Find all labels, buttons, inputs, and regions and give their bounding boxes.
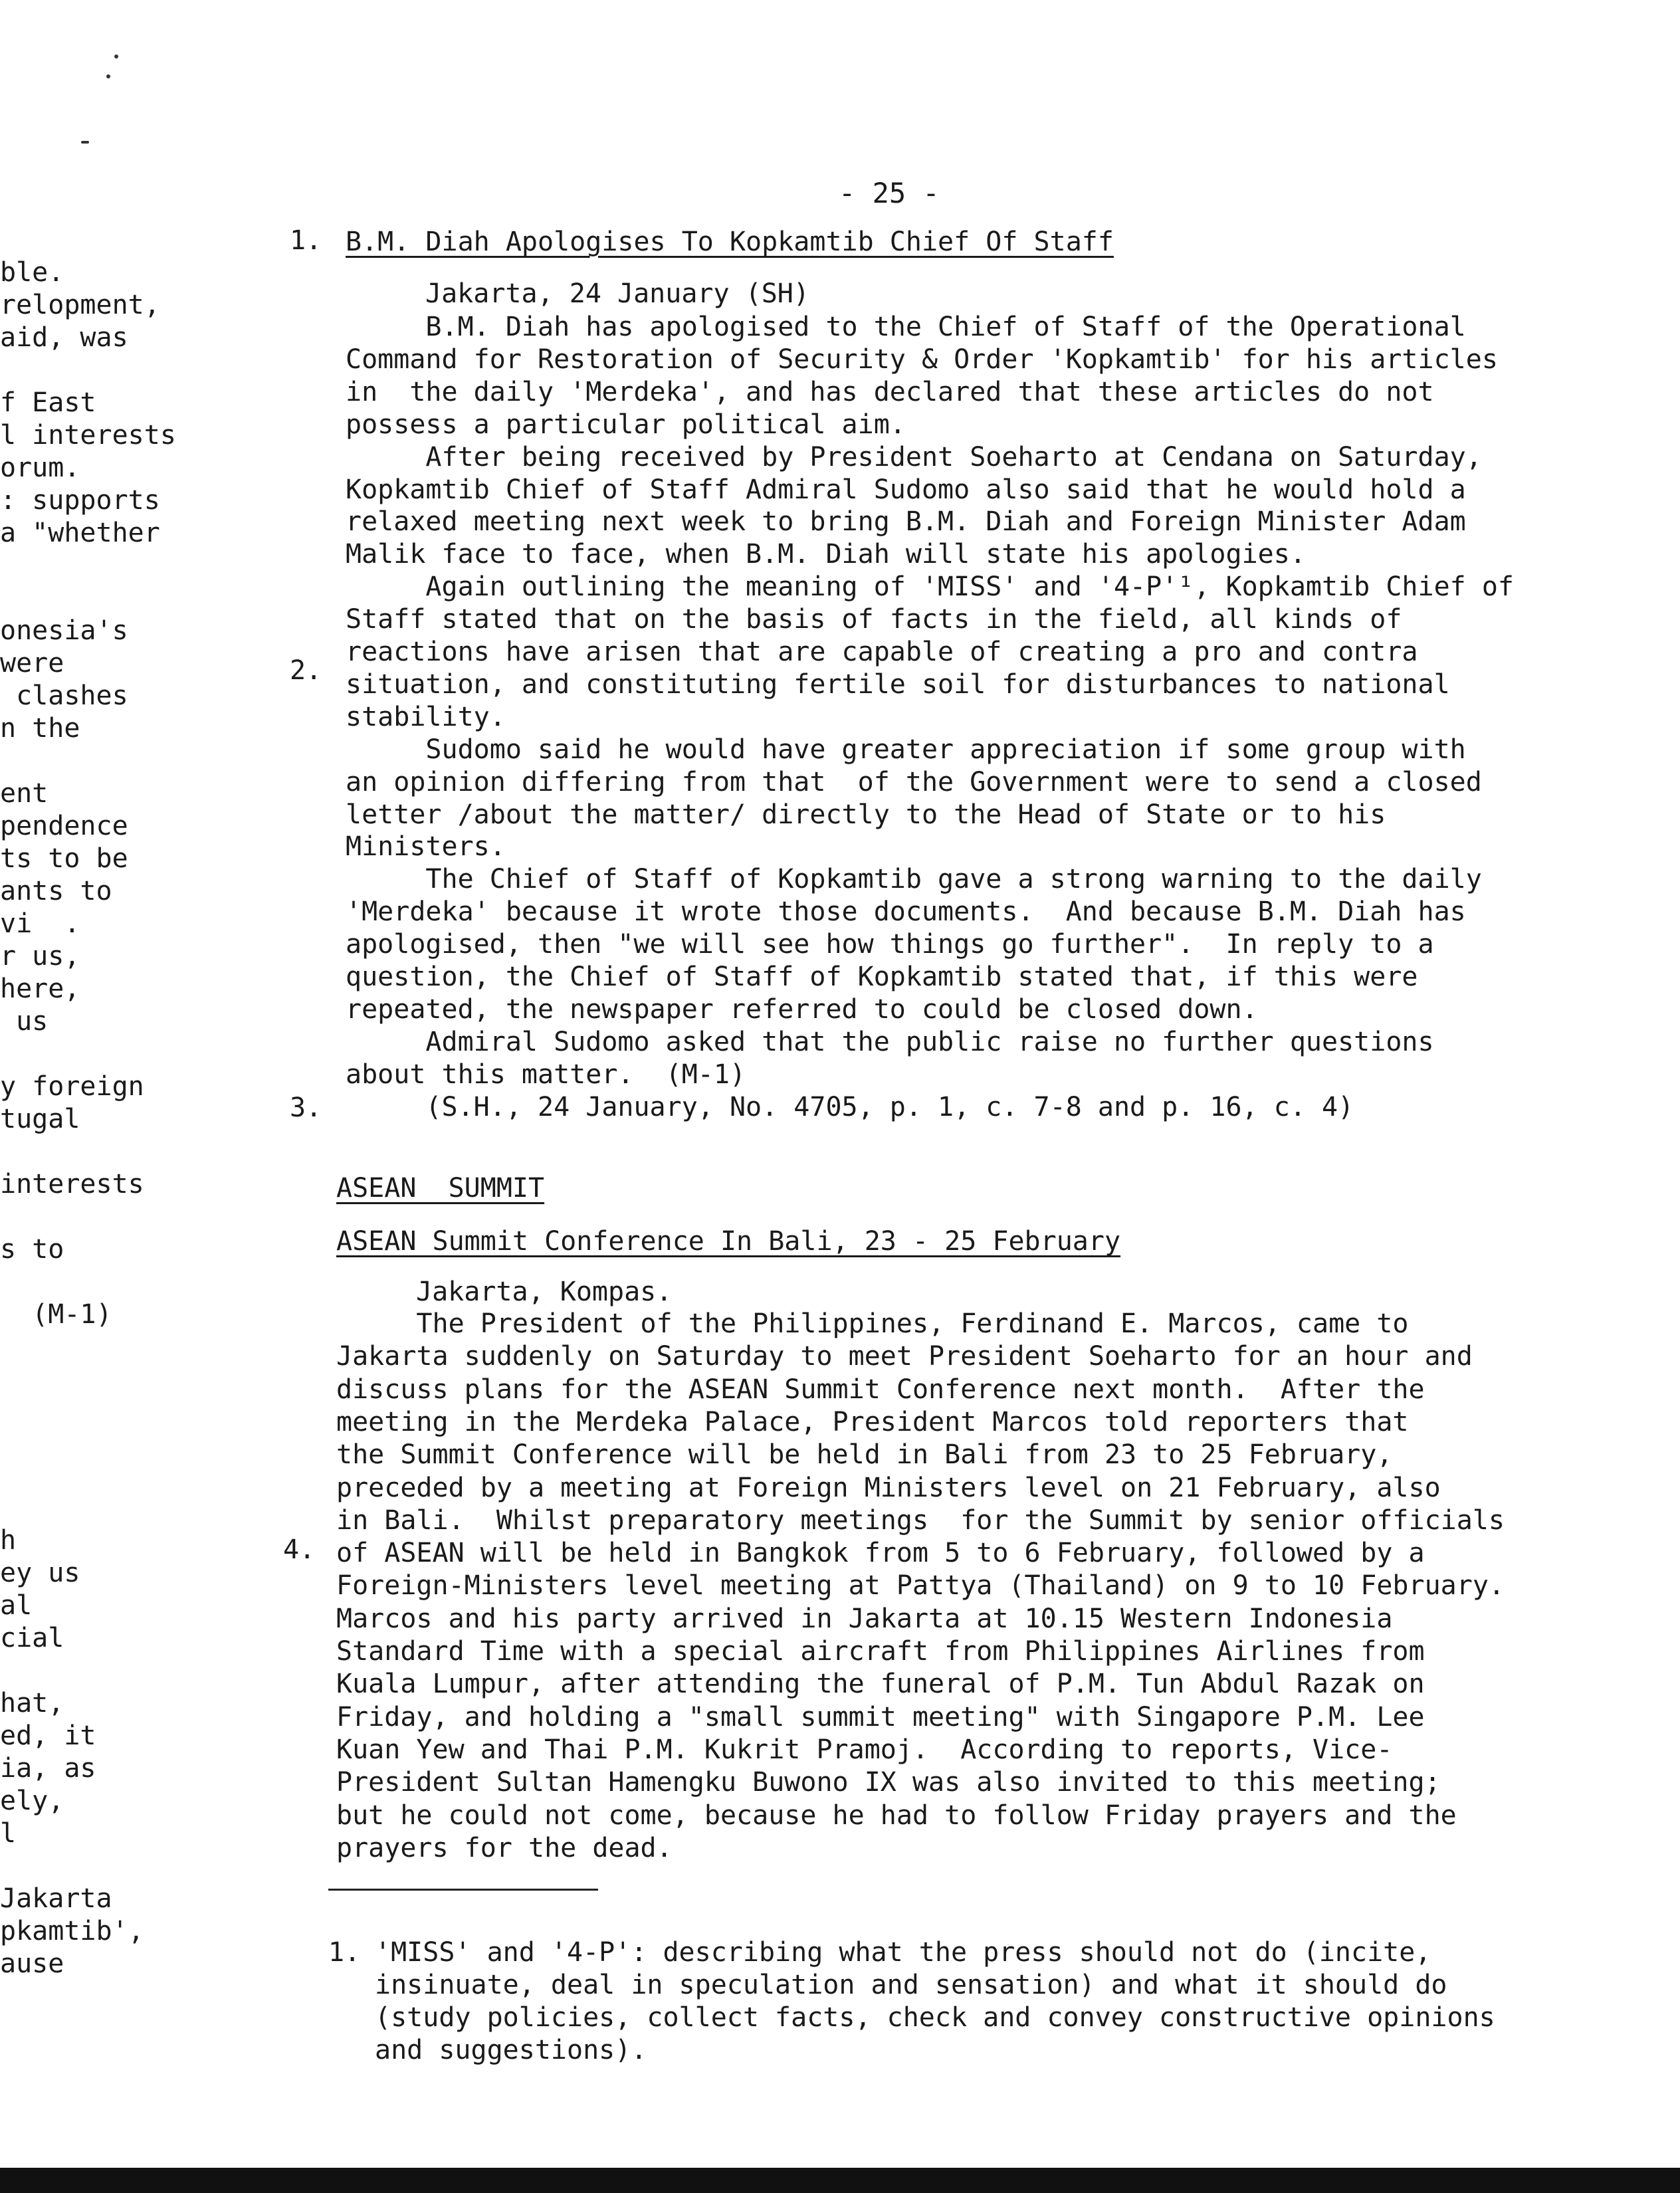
margin-fragment: aid, was <box>0 322 128 353</box>
article-1-line: Staff stated that on the basis of facts in the field, all kinds of <box>346 604 1402 635</box>
article-2-line: Kuala Lumpur, after attending the funeral of P.M. Tun Abdul Razak on <box>336 1669 1425 1700</box>
article-2-line: meeting in the Merdeka Palace, President Marcos told reporters that <box>336 1406 1409 1437</box>
article-2-line: Foreign-Ministers level meeting at Pattya (Thailand) on 9 to 10 February. <box>336 1570 1505 1602</box>
margin-fragment: ts to be <box>0 843 128 874</box>
margin-fragment: h <box>0 1525 17 1556</box>
article-1-line: an opinion differing from that of the Government were to send a closed <box>346 766 1482 797</box>
article-1-line: about this matter. (M-1) <box>346 1059 746 1090</box>
scan-speck <box>106 74 110 78</box>
margin-fragment: ants to <box>0 876 112 906</box>
margin-fragment: ia, as <box>0 1753 96 1784</box>
scan-speck <box>114 54 118 58</box>
footnote-line: (study policies, collect facts, check and convey constructive opinions <box>375 2002 1495 2033</box>
page-number: - 25 - <box>839 177 940 209</box>
article-1-line: situation, and constituting fertile soil for disturbances to national <box>346 669 1450 700</box>
article-2-dateline: Jakarta, Kompas. <box>416 1277 673 1307</box>
margin-fragment: Jakarta <box>0 1883 112 1914</box>
margin-fragment: ause <box>0 1948 64 1979</box>
margin-fragment: ble. <box>0 257 64 288</box>
margin-fragment: l interests <box>0 420 176 451</box>
article-2-line: President Sultan Hamengku Buwono IX was also invited to this meeting; <box>336 1767 1441 1798</box>
article-1-line: B.M. Diah has apologised to the Chief of Staff of the Operational <box>346 312 1466 342</box>
article-1-line: Command for Restoration of Security & Order 'Kopkamtib' for his articles <box>346 344 1498 375</box>
article-1-line: Sudomo said he would have greater appreciation if some group with <box>346 734 1466 765</box>
margin-fragment: tugal <box>0 1104 80 1134</box>
article-2-line: of ASEAN will be held in Bangkok from 5 to 6 February, followed by a <box>336 1538 1425 1569</box>
margin-fragment: us <box>0 1006 49 1037</box>
article-1-line: Kopkamtib Chief of Staff Admiral Sudomo also said that he would hold a <box>346 474 1466 505</box>
margin-fragment: pendence <box>0 811 128 841</box>
article-1-line: Admiral Sudomo asked that the public raise no further questions <box>346 1026 1434 1057</box>
margin-fragment: a "whether <box>0 518 160 548</box>
article-1-line: After being received by President Soeharto at Cendana on Saturday, <box>346 441 1482 472</box>
footnote-marker: 1. <box>328 1937 361 1968</box>
footnote-line: insinuate, deal in speculation and sensation) and what it should do <box>375 1970 1447 2000</box>
footnote-rule <box>328 1889 598 1891</box>
article-2-line: prayers for the dead. <box>336 1832 673 1863</box>
article-2-line: Marcos and his party arrived in Jakarta at 10.15 Western Indonesia <box>336 1603 1393 1634</box>
article-2-line: but he could not come, because he had to follow Friday prayers and the <box>336 1800 1457 1831</box>
article-1-line: possess a particular political aim. <box>346 409 906 440</box>
article-1-line: in the daily 'Merdeka', and has declared that these articles do not <box>346 376 1434 407</box>
margin-fragment: al <box>0 1590 33 1621</box>
article-1-title: B.M. Diah Apologises To Kopkamtib Chief Of Staff <box>346 227 1114 257</box>
margin-fragment: hat, <box>0 1688 64 1719</box>
footnote-line: and suggestions). <box>375 2035 647 2065</box>
article-1-line: 'Merdeka' because it wrote those documents. And because B.M. Diah has <box>346 896 1466 928</box>
article-2-line: in Bali. Whilst preparatory meetings for the Summit by senior officials <box>336 1505 1505 1536</box>
margin-fragment: cial <box>0 1623 64 1653</box>
article-2-line: Friday, and holding a "small summit meeting" with Singapore P.M. Lee <box>336 1701 1425 1732</box>
margin-fragment: f East <box>0 387 96 418</box>
section-number-2: 2. <box>290 655 322 686</box>
article-1-line: relaxed meeting next week to bring B.M. Diah and Foreign Minister Adam <box>346 506 1466 538</box>
article-1-line: apologised, then "we will see how things go further". In reply to a <box>346 929 1434 960</box>
margin-fragment: (M-1) <box>0 1299 112 1330</box>
margin-fragment: here, <box>0 974 80 1004</box>
margin-fragment: y foreign <box>0 1071 144 1102</box>
article-1-line: Ministers. <box>346 831 506 863</box>
article-1-line: The Chief of Staff of Kopkamtib gave a strong warning to the daily <box>346 864 1482 895</box>
margin-fragment: pkamtib', <box>0 1916 144 1946</box>
article-1-line: repeated, the newspaper referred to could be closed down. <box>346 993 1258 1025</box>
margin-fragment: ely, <box>0 1786 64 1816</box>
article-1-line: Malik face to face, when B.M. Diah will state his apologies. <box>346 539 1306 570</box>
article-1-line: stability. <box>346 701 506 732</box>
article-2-line: Kuan Yew and Thai P.M. Kukrit Pramoj. According to reports, Vice- <box>336 1734 1393 1765</box>
article-1-line: reactions have arisen that are capable of creating a pro and contra <box>346 637 1418 667</box>
article-2-line: The President of the Philippines, Ferdinand E. Marcos, came to <box>336 1308 1409 1339</box>
article-2-line: Jakarta suddenly on Saturday to meet President Soeharto for an hour and <box>336 1341 1473 1372</box>
margin-fragment: ent <box>0 778 49 809</box>
margin-fragment: : supports <box>0 485 160 516</box>
section-number-3: 3. <box>290 1093 322 1123</box>
margin-fragment: ed, it <box>0 1721 96 1751</box>
scan-speck <box>81 141 89 144</box>
margin-fragment: l <box>0 1818 17 1849</box>
section-heading: ASEAN SUMMIT <box>336 1173 545 1203</box>
margin-fragment: ey us <box>0 1558 80 1588</box>
margin-fragment: clashes <box>0 680 128 711</box>
margin-fragment: onesia's <box>0 615 128 646</box>
article-1-line: letter /about the matter/ directly to the Head of State or to his <box>346 799 1386 830</box>
margin-fragment: interests <box>0 1169 144 1200</box>
footnote-line: 'MISS' and '4-P': describing what the press should not do (incite, <box>375 1937 1431 1968</box>
article-2-title: ASEAN Summit Conference In Bali, 23 - 25 February <box>336 1226 1121 1257</box>
article-2-line: discuss plans for the ASEAN Summit Conference next month. After the <box>336 1374 1425 1405</box>
article-1-line: (S.H., 24 January, No. 4705, p. 1, c. 7-8 and p. 16, c. 4) <box>346 1091 1354 1122</box>
margin-fragment: vi . <box>0 908 80 939</box>
article-2-line: preceded by a meeting at Foreign Ministers level on 21 February, also <box>336 1472 1441 1503</box>
margin-fragment: s to <box>0 1234 64 1265</box>
margin-fragment: were <box>0 648 64 679</box>
article-1-line: question, the Chief of Staff of Kopkamtib stated that, if this were <box>346 962 1418 992</box>
article-1-line: Again outlining the meaning of 'MISS' and '4-P'¹, Kopkamtib Chief of <box>346 572 1514 603</box>
scan-edge-bar <box>0 2168 1680 2193</box>
article-2-line: the Summit Conference will be held in Bali from 23 to 25 February, <box>336 1439 1393 1471</box>
section-number-4: 4. <box>283 1534 316 1565</box>
margin-fragment: orum. <box>0 453 80 483</box>
article-2-line: Standard Time with a special aircraft from Philippines Airlines from <box>336 1636 1425 1667</box>
margin-fragment: n the <box>0 713 80 744</box>
article-1-dateline: Jakarta, 24 January (SH) <box>425 278 809 309</box>
margin-fragment: r us, <box>0 941 80 972</box>
section-number-1: 1. <box>290 225 322 256</box>
margin-fragment: relopment, <box>0 290 160 320</box>
